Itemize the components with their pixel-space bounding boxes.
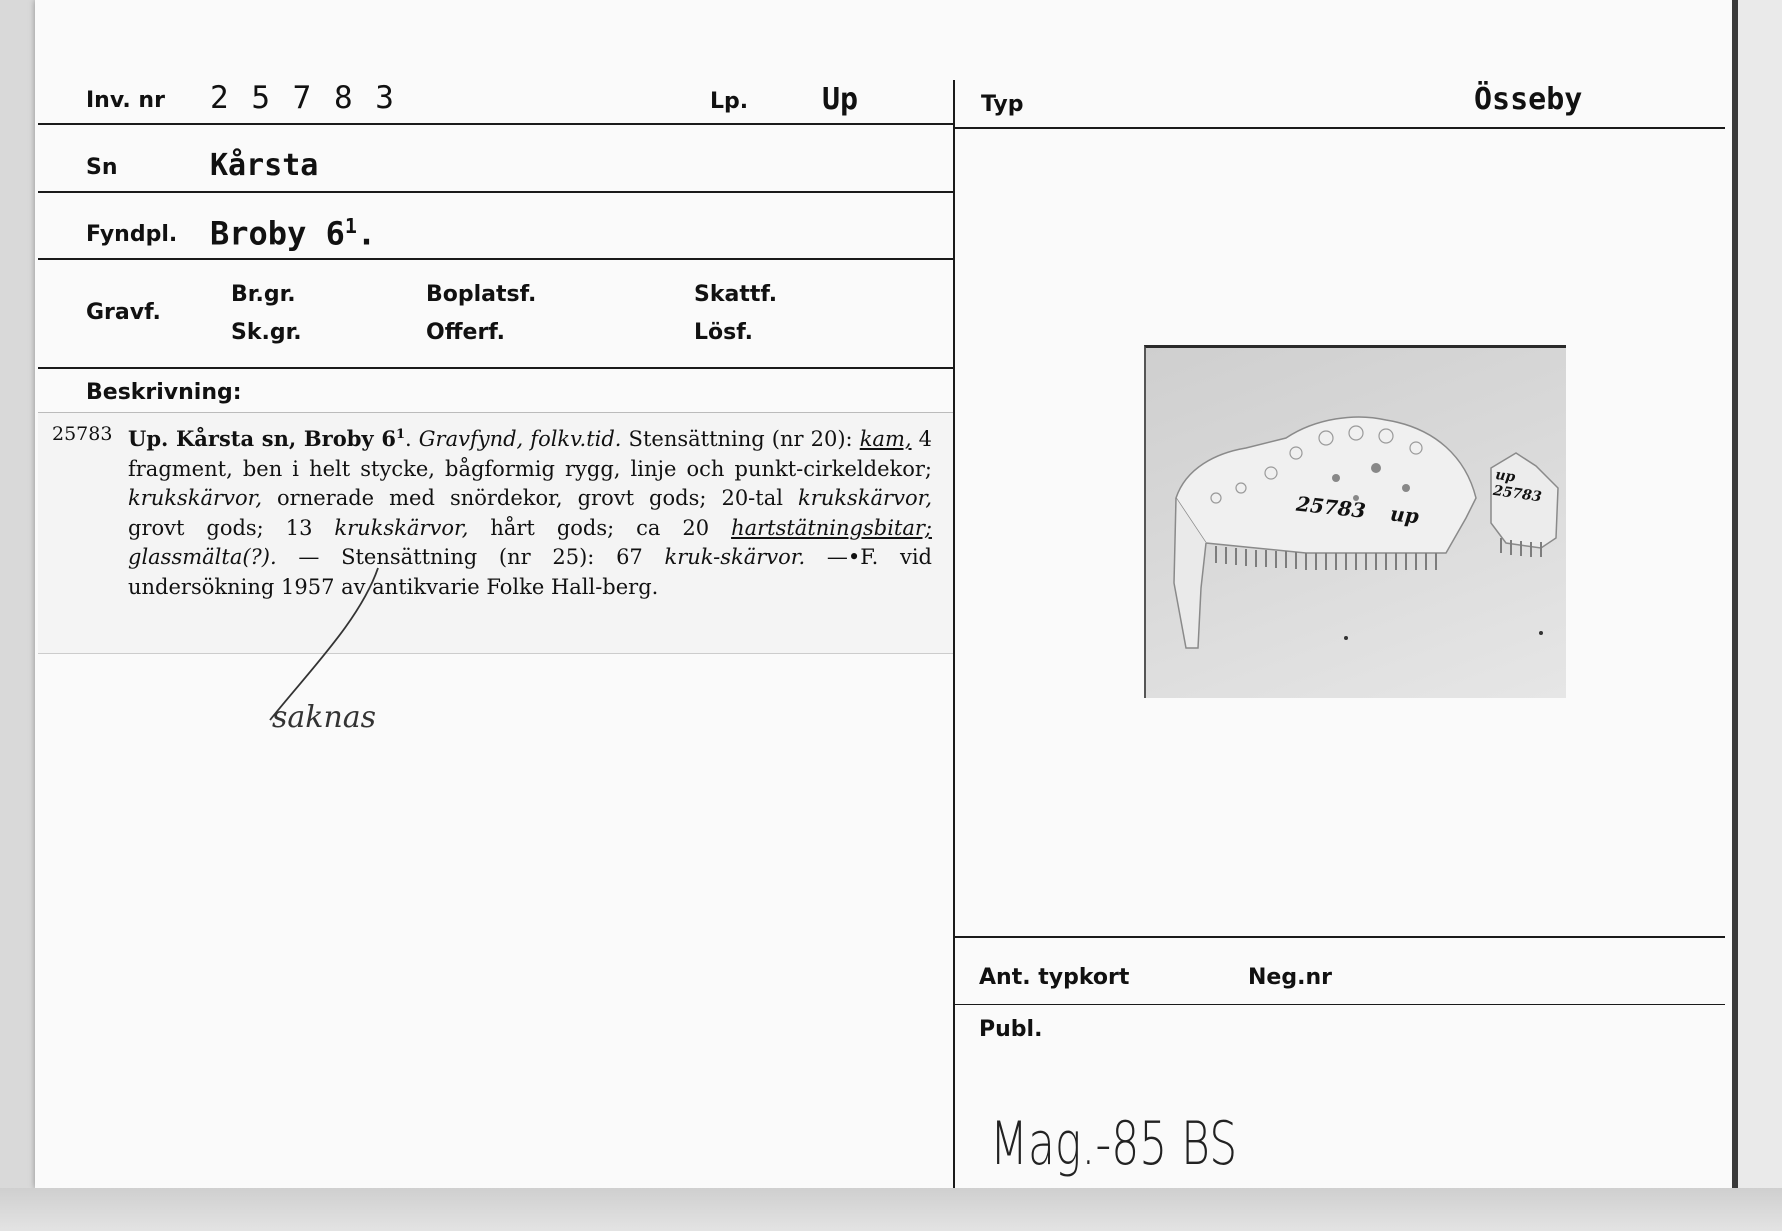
handwritten-mag: Mag.-85 BS <box>990 1110 1238 1179</box>
losf-label: Lösf. <box>694 320 753 345</box>
entry-number: 25783 <box>52 423 113 445</box>
sn-label: Sn <box>86 155 118 180</box>
gravf-label: Gravf. <box>86 300 161 325</box>
photo-label-fragment: up 25783 <box>1492 466 1543 506</box>
sn-value: Kårsta <box>210 148 319 183</box>
scan-background <box>0 1188 1782 1231</box>
row-line <box>38 123 953 125</box>
photo-label-comb: 25783 up <box>1295 491 1420 529</box>
offerf-label: Offerf. <box>426 320 506 345</box>
brgr-label: Br.gr. <box>231 282 296 307</box>
find-photo <box>1144 345 1566 698</box>
typ-value: Össeby <box>1474 82 1583 117</box>
description-text: 25783 Up. Kårsta sn, Broby $6^1$. Gravfynd, folkv.tid. Stensättning (nr 20): kam, 4 fragment, ben i helt stycke, bågformig rygg, linje och punkt-cirkeldekor; krukskärvor, ornerade med snördekor, grovt gods; 20-tal krukskärvor, grovt gods; 13 krukskärvor, hårt gods; ca 20 hartstätningsbitar; glassmälta(?). — Stensättning (nr 25): 67 kruk-skärvor. —•F. vid undersökning 1957 av antikvarie Folke Hall-berg. <box>52 420 932 602</box>
lp-label: Lp. <box>710 89 749 114</box>
card-edge <box>1732 0 1782 1188</box>
boplatsf-label: Boplatsf. <box>426 282 537 307</box>
neg-nr-label: Neg.nr <box>1248 965 1332 990</box>
row-line <box>955 1004 1725 1005</box>
fyndpl-value: Broby $6^1$. <box>210 214 377 253</box>
handwritten-saknas: saknas <box>272 700 377 735</box>
skgr-label: Sk.gr. <box>231 320 302 345</box>
comb-fragment-image <box>1146 348 1566 698</box>
skattf-label: Skattf. <box>694 282 778 307</box>
row-line <box>38 258 953 260</box>
inv-nr-label: Inv. nr <box>86 88 165 113</box>
inv-nr-value: 2 5 7 8 3 <box>210 80 396 116</box>
row-line <box>955 936 1725 938</box>
fyndpl-label: Fyndpl. <box>86 222 178 247</box>
lp-value: Up <box>822 82 859 117</box>
row-line <box>38 367 953 369</box>
beskrivning-label: Beskrivning: <box>86 380 242 405</box>
column-divider <box>953 80 955 1188</box>
ant-typkort-label: Ant. typkort <box>979 965 1130 990</box>
row-line <box>38 191 953 193</box>
publ-label: Publ. <box>979 1017 1043 1042</box>
typ-label: Typ <box>981 92 1024 117</box>
row-line <box>955 127 1725 129</box>
